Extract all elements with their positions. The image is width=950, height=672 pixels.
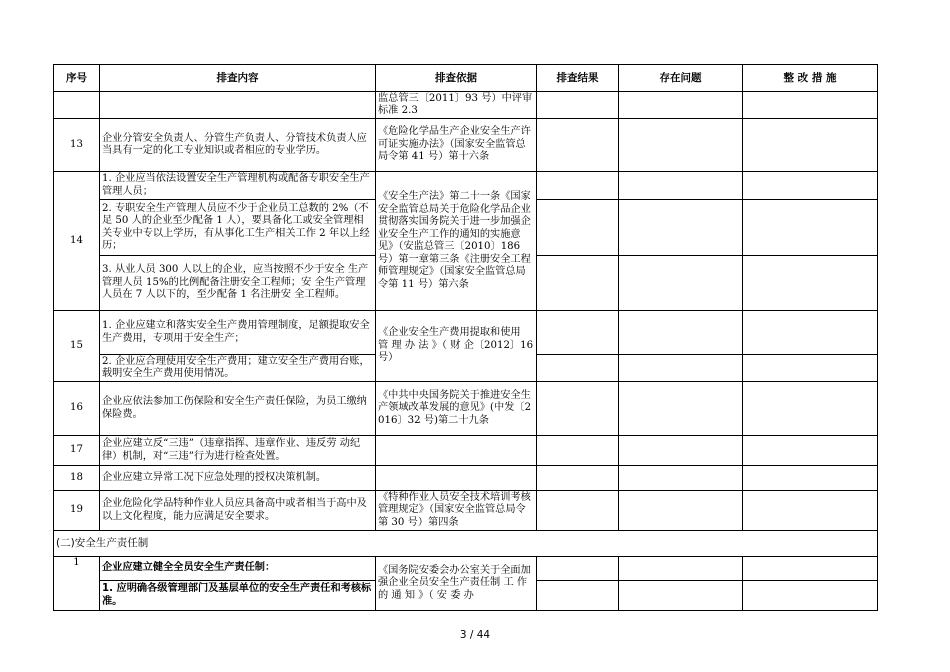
basis-cell: [376, 466, 537, 491]
result-cell[interactable]: [537, 466, 619, 491]
header-seq: 序号: [54, 65, 100, 92]
content-cell: 2. 专职安全生产管理人员应不少于企业员工总数的 2%（不足 50 人的企业至少配备 1 人），要具备化工或安全管理相关专业中专以上学历，有从事化工生产相关工作 2 年以上经历；: [100, 200, 376, 256]
problem-cell[interactable]: [619, 557, 743, 581]
content-cell: 1. 应明确各级管理部门及基层单位的安全生产责任和考核标准。: [100, 581, 376, 611]
basis-cell: 监总管三〔2011〕93 号）中评审标准 2.3: [376, 92, 537, 119]
content-cell: 企业分管安全负责人、分管生产负责人、分管技术负责人应当具有一定的化工专业知识或者相应的专业学历。: [100, 119, 376, 172]
table-row: [54, 557, 878, 581]
basis-cell: 《中共中央国务院关于推进安全生产领域改革发展的意见》(中发〔2016〕32 号)第二十九条: [376, 382, 537, 436]
result-cell[interactable]: [537, 436, 619, 466]
problem-cell[interactable]: [619, 491, 743, 531]
table-row: [54, 466, 878, 491]
content-cell: 企业应建立异常工况下应急处理的授权决策机制。: [100, 466, 376, 491]
table-row: [54, 119, 878, 172]
content-cell: 企业应建立反“三违”（违章指挥、违章作业、违反劳 动纪律）机制，对“三违”行为进行检查处置。: [100, 436, 376, 466]
seq-cell: 1: [54, 557, 100, 611]
rectify-cell[interactable]: [743, 256, 878, 311]
header-result: 排查结果: [537, 65, 619, 92]
rectify-cell[interactable]: [743, 119, 878, 172]
header-problem: 存在问题: [619, 65, 743, 92]
content-cell: 1. 企业应建立和落实安全生产费用管理制度，足额提取安全生产费用，专项用于安全生产；: [100, 311, 376, 355]
problem-cell[interactable]: [619, 466, 743, 491]
table-row: [54, 92, 878, 119]
problem-cell[interactable]: [619, 436, 743, 466]
result-cell[interactable]: [537, 491, 619, 531]
section-title: (二)安全生产责任制: [54, 531, 878, 557]
header-rectify: 整 改 措 施: [743, 65, 878, 92]
table-row: [54, 172, 878, 200]
basis-cell: 《企业安全生产费用提取和使用 管 理 办 法 》（ 财 企〔2012〕16 号）: [376, 311, 537, 382]
section-row: [54, 531, 878, 557]
problem-cell[interactable]: [619, 355, 743, 382]
problem-cell[interactable]: [619, 581, 743, 611]
content-cell: [100, 92, 376, 119]
seq-cell: 13: [54, 119, 100, 172]
header-basis: 排查依据: [376, 65, 537, 92]
inspection-table: [53, 64, 878, 611]
header-row: [54, 65, 878, 92]
problem-cell[interactable]: [619, 382, 743, 436]
rectify-cell[interactable]: [743, 172, 878, 200]
problem-cell[interactable]: [619, 256, 743, 311]
basis-cell: 《特种作业人员安全技术培训考核管理规定》（国家安全监管总局令第 30 号）第四条: [376, 491, 537, 531]
result-cell[interactable]: [537, 382, 619, 436]
result-cell[interactable]: [537, 355, 619, 382]
problem-cell[interactable]: [619, 172, 743, 200]
content-cell: 企业应建立健全全员安全生产责任制：: [100, 557, 376, 581]
rectify-cell[interactable]: [743, 311, 878, 355]
result-cell[interactable]: [537, 200, 619, 256]
content-cell: 企业应依法参加工伤保险和安全生产责任保险，为员工缴纳保险费。: [100, 382, 376, 436]
rectify-cell[interactable]: [743, 466, 878, 491]
result-cell[interactable]: [537, 256, 619, 311]
result-cell[interactable]: [537, 92, 619, 119]
rectify-cell[interactable]: [743, 200, 878, 256]
basis-cell: 《国务院安委会办公室关于全面加强企业全员安全生产责任制 工 作 的 通 知 》（ 安 委 办: [376, 557, 537, 611]
content-cell: 1. 企业应当依法设置安全生产管理机构或配备专职安全生产管理人员；: [100, 172, 376, 200]
seq-cell: 16: [54, 382, 100, 436]
result-cell[interactable]: [537, 119, 619, 172]
content-cell: 企业危险化学品特种作业人员应具备高中或者相当于高中及以上文化程度，能力应满足安全要求。: [100, 491, 376, 531]
problem-cell[interactable]: [619, 200, 743, 256]
result-cell[interactable]: [537, 581, 619, 611]
rectify-cell[interactable]: [743, 382, 878, 436]
seq-cell: 18: [54, 466, 100, 491]
rectify-cell[interactable]: [743, 92, 878, 119]
basis-cell: 《危险化学品生产企业安全生产许可证实施办法》（国家安全监管总局令第 41 号）第十六条: [376, 119, 537, 172]
rectify-cell[interactable]: [743, 436, 878, 466]
table-row: [54, 491, 878, 531]
content-cell: 3. 从业人员 300 人以上的企业，应当按照不少于安全 生产管理人员 15%的比例配备注册安全工程师；安 全生产管理人员在 7 人以下的，至少配备 1 名注册安 全工程师。: [100, 256, 376, 311]
header-content: 排查内容: [100, 65, 376, 92]
rectify-cell[interactable]: [743, 491, 878, 531]
result-cell[interactable]: [537, 172, 619, 200]
result-cell[interactable]: [537, 557, 619, 581]
seq-cell: 15: [54, 311, 100, 382]
rectify-cell[interactable]: [743, 581, 878, 611]
seq-cell: 17: [54, 436, 100, 466]
rectify-cell[interactable]: [743, 557, 878, 581]
result-cell[interactable]: [537, 311, 619, 355]
seq-cell: [54, 92, 100, 119]
page-number: 3 / 44: [459, 629, 491, 641]
table-row: [54, 382, 878, 436]
rectify-cell[interactable]: [743, 355, 878, 382]
table-row: [54, 436, 878, 466]
problem-cell[interactable]: [619, 119, 743, 172]
seq-cell: 19: [54, 491, 100, 531]
table-row: [54, 311, 878, 355]
content-cell: 2. 企业应合理使用安全生产费用；建立安全生产费用台账，载明安全生产费用使用情况。: [100, 355, 376, 382]
seq-cell: 14: [54, 172, 100, 311]
basis-cell: 《安全生产法》第二十一条《国家安全监管总局关于危险化学品企业贯彻落实国务院关于进一步加强企业安全生产工作的通知的实施意见》（安监总管三〔2010〕186 号）第一章第三条《注册安全工程师管理规定》（国家安全监管总局令第 11 号）第六条: [376, 172, 537, 311]
problem-cell[interactable]: [619, 92, 743, 119]
problem-cell[interactable]: [619, 311, 743, 355]
basis-cell: [376, 436, 537, 466]
